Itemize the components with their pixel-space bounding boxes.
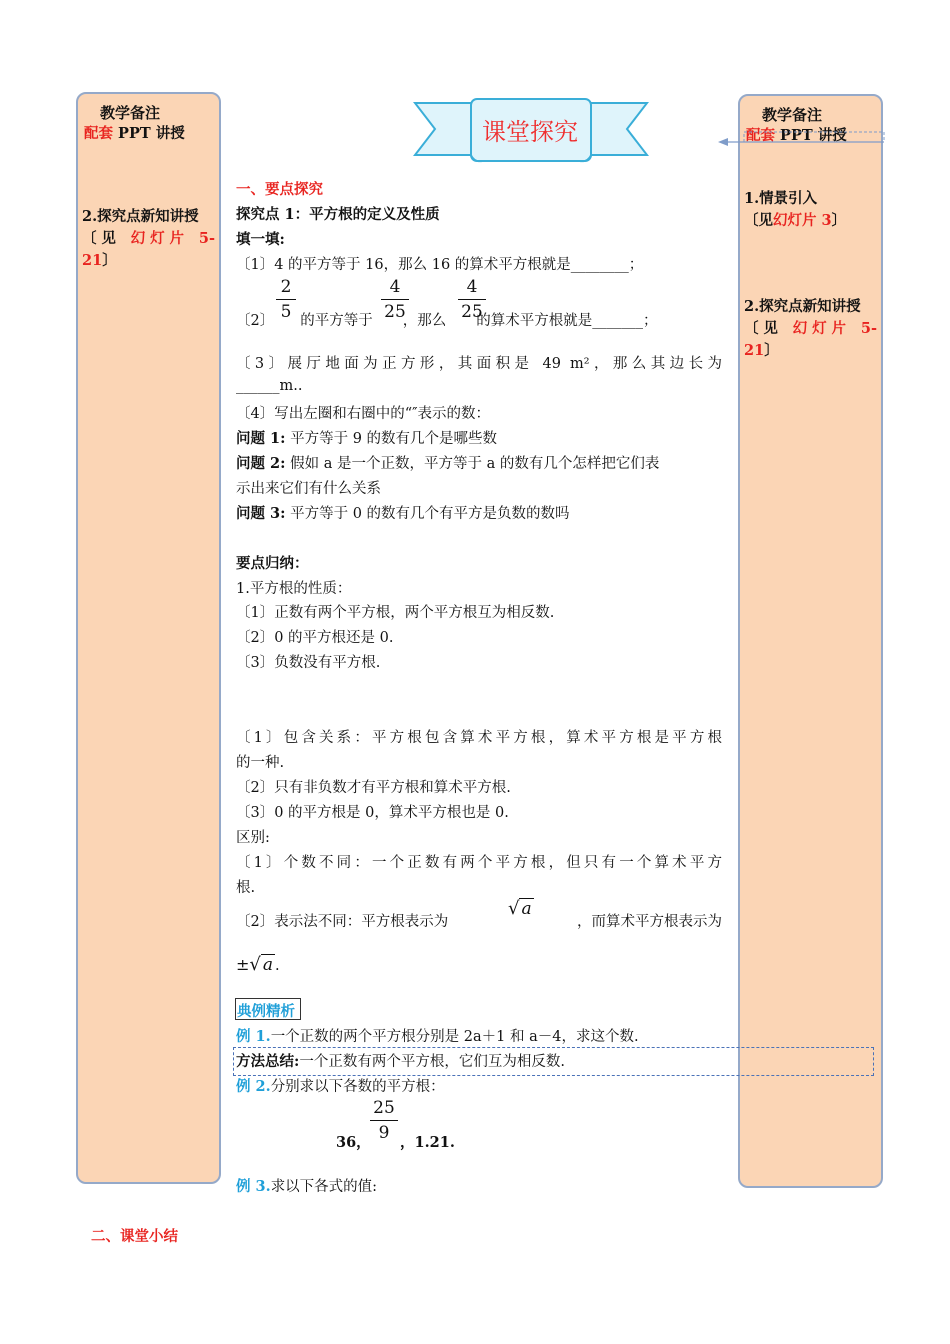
left-item-2: 2.探究点新知讲授 〔见 幻灯片 5- 21〕 bbox=[82, 208, 215, 269]
summary-title: 要点归纳： bbox=[236, 555, 309, 572]
example-3: 例 3.求以下各式的值: bbox=[236, 1178, 378, 1195]
point-heading-1: 探究点 1：平方根的定义及性质 bbox=[236, 206, 440, 223]
fraction-2-5: $\frac{2}{5}$ bbox=[276, 276, 296, 323]
plus-minus-sqrt-a: ±√ a . bbox=[236, 954, 280, 975]
fraction-4-25-a: $\frac{4}{25}$ bbox=[381, 276, 409, 323]
difference-2: 〔2〕表示法不同：平方根表示为 ，而算术平方根表示为 bbox=[236, 914, 722, 930]
problem-1: 问题 1: 平方等于 9 的数有几个是哪些数 bbox=[236, 430, 498, 447]
sqrt-a-1: √ a bbox=[508, 898, 532, 919]
right-item-2: 2.探究点新知讲授 〔见 幻灯片 5- 21〕 bbox=[744, 298, 877, 359]
question-4: 〔4〕写出左圈和右圈中的“″表示的数： bbox=[236, 406, 491, 422]
example-1: 例 1.一个正数的两个平方根分别是 2a＋1 和 a－4，求这个数. bbox=[236, 1028, 639, 1045]
property-1: 〔1〕正数有两个平方根，两个平方根互为相反数. bbox=[236, 605, 555, 621]
relation-1-cont: 的一种. bbox=[236, 755, 285, 771]
left-notes-title: 教学备注 bbox=[100, 104, 161, 122]
property-2: 〔2〕0 的平方根还是 0. bbox=[236, 630, 394, 646]
left-notes-panel bbox=[76, 92, 221, 1184]
left-ppt-note: 配套 PPT 讲授 bbox=[84, 125, 185, 142]
example-2: 例 2.分别求以下各数的平方根： bbox=[236, 1078, 445, 1095]
example-2-value-121: ，1.21. bbox=[400, 1134, 455, 1151]
relation-3: 〔3〕0 的平方根是 0，算术平方根也是 0. bbox=[236, 805, 509, 821]
difference-1: 〔1〕个数不同：一个正数有两个平方根，但只有一个算术平方 bbox=[236, 855, 722, 871]
banner-title: 课堂探究 bbox=[482, 118, 578, 146]
difference-1-cont: 根. bbox=[236, 880, 256, 896]
property-title: 1.平方根的性质： bbox=[236, 581, 352, 597]
problem-3: 问题 3: 平方等于 0 的数有几个有平方是负数的数吗 bbox=[236, 505, 570, 522]
fill-title: 填一填: bbox=[236, 231, 285, 248]
example-2-value-36: 36， bbox=[336, 1134, 371, 1151]
difference-title: 区别: bbox=[236, 830, 270, 846]
example-title: 典例精析 bbox=[237, 1003, 295, 1020]
question-3: 〔3〕展厅地面为正方形，其面积是 49 m²，那么其边长为 bbox=[236, 356, 722, 372]
fraction-4-25-b: $\frac{4}{25}$ bbox=[458, 276, 486, 323]
section-heading-1: 一、要点探究 bbox=[236, 181, 323, 198]
method-summary: 方法总结:一个正数有两个平方根，它们互为相反数. bbox=[236, 1053, 565, 1070]
property-3: 〔3〕负数没有平方根. bbox=[236, 655, 381, 671]
right-item-1: 1.情景引入 〔见幻灯片 3〕 bbox=[744, 190, 847, 229]
question-1: 〔1〕4 的平方等于 16，那么 16 的算术平方根就是________； bbox=[236, 257, 644, 273]
section-heading-2: 二、课堂小结 bbox=[91, 1228, 178, 1245]
fraction-25-9: $\frac{25}{9}$ bbox=[370, 1097, 398, 1144]
right-ppt-note: 配套 PPT 讲授 bbox=[746, 127, 847, 144]
problem-2-cont: 示出来它们有什么关系 bbox=[236, 481, 381, 497]
question-2: 〔2〕 的平方等于 ，那么 的算术平方根就是_______； bbox=[236, 313, 658, 329]
relation-1: 〔1〕包含关系：平方根包含算术平方根，算术平方根是平方根 bbox=[236, 730, 722, 746]
right-notes-title: 教学备注 bbox=[762, 106, 823, 124]
arrow-left-icon bbox=[716, 130, 886, 154]
relation-2: 〔2〕只有非负数才有平方根和算术平方根. bbox=[236, 780, 511, 796]
right-notes-panel bbox=[738, 94, 883, 1188]
problem-2: 问题 2: 假如 a 是一个正数，平方等于 a 的数有几个怎样把它们表 bbox=[236, 455, 660, 472]
question-3-answer: ______m.. bbox=[236, 378, 303, 394]
